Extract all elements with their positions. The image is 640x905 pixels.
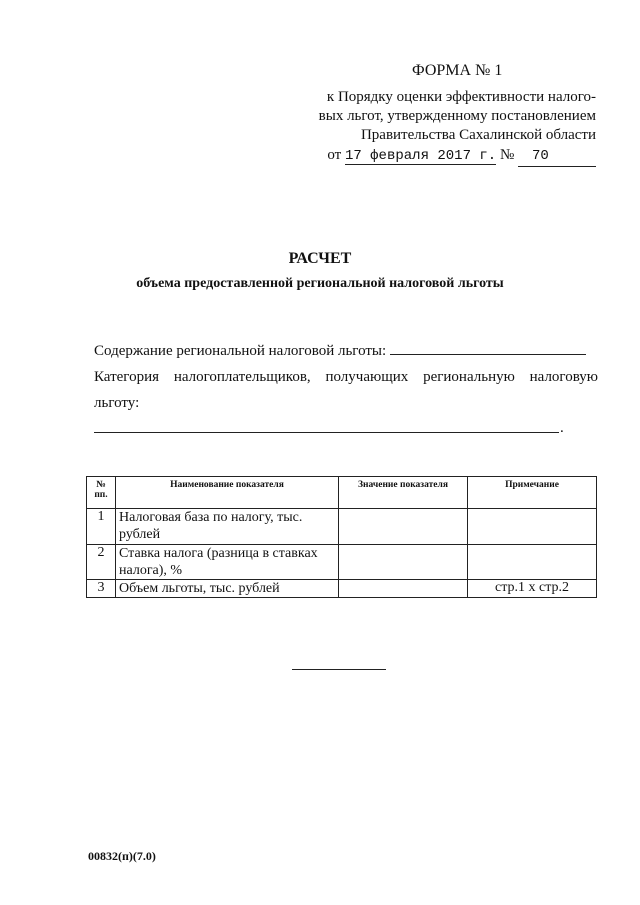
row-name: Налоговая база по налогу, тыс. рублей — [116, 509, 339, 545]
row-num: 1 — [87, 509, 116, 545]
table-row — [87, 509, 597, 545]
table-header-row — [87, 477, 597, 509]
header-note: Примечание — [468, 477, 597, 509]
table-row — [87, 580, 597, 598]
row-value — [339, 580, 468, 598]
row-note — [468, 545, 597, 580]
separator-line — [292, 669, 386, 670]
content-blank — [390, 341, 586, 355]
row-num: 3 — [87, 580, 116, 598]
row-num: 2 — [87, 545, 116, 580]
table-row — [87, 545, 597, 580]
decree-number: 70 — [532, 148, 549, 164]
document-subtitle: объема предоставленной региональной налоговой льготы — [136, 276, 504, 291]
approval-line-1: к Порядку оценки эффективности налого- — [326, 89, 596, 105]
header-num: № пп. — [87, 477, 116, 509]
decree-date: 17 февраля 2017 г. — [344, 148, 497, 164]
row-note: стр.1 х стр.2 — [468, 580, 597, 598]
content-field — [94, 341, 586, 360]
decree-number-field — [518, 146, 596, 167]
header-value: Значение показателя — [339, 477, 468, 509]
document-title: РАСЧЕТ — [288, 250, 352, 267]
form-number: ФОРМА № 1 — [412, 62, 503, 79]
category-label: Категория налогоплательщиков, получающих региональную налоговую — [94, 369, 598, 385]
row-name: Ставка налога (разница в ставках налога), % — [116, 545, 339, 580]
approval-reference — [300, 88, 596, 167]
content-label: Содержание региональной налоговой льготы: — [94, 343, 387, 359]
approval-line-3: Правительства Сахалинской области — [360, 127, 596, 143]
number-label: № — [499, 147, 515, 163]
row-value — [339, 509, 468, 545]
footer-code: 00832(п)(7.0) — [88, 849, 156, 863]
category-label-cont: льготу: — [94, 395, 140, 411]
approval-line-2: вых льгот, утвержденному постановлением — [318, 108, 596, 124]
category-end-mark: . — [560, 420, 564, 436]
row-name: Объем льготы, тыс. рублей — [116, 580, 339, 598]
header-name: Наименование показателя — [116, 477, 339, 509]
row-note — [468, 509, 597, 545]
decree-date-row — [327, 146, 596, 167]
calculation-table — [86, 476, 597, 598]
date-prefix: от — [327, 147, 342, 163]
category-blank — [94, 432, 559, 433]
row-value — [339, 545, 468, 580]
